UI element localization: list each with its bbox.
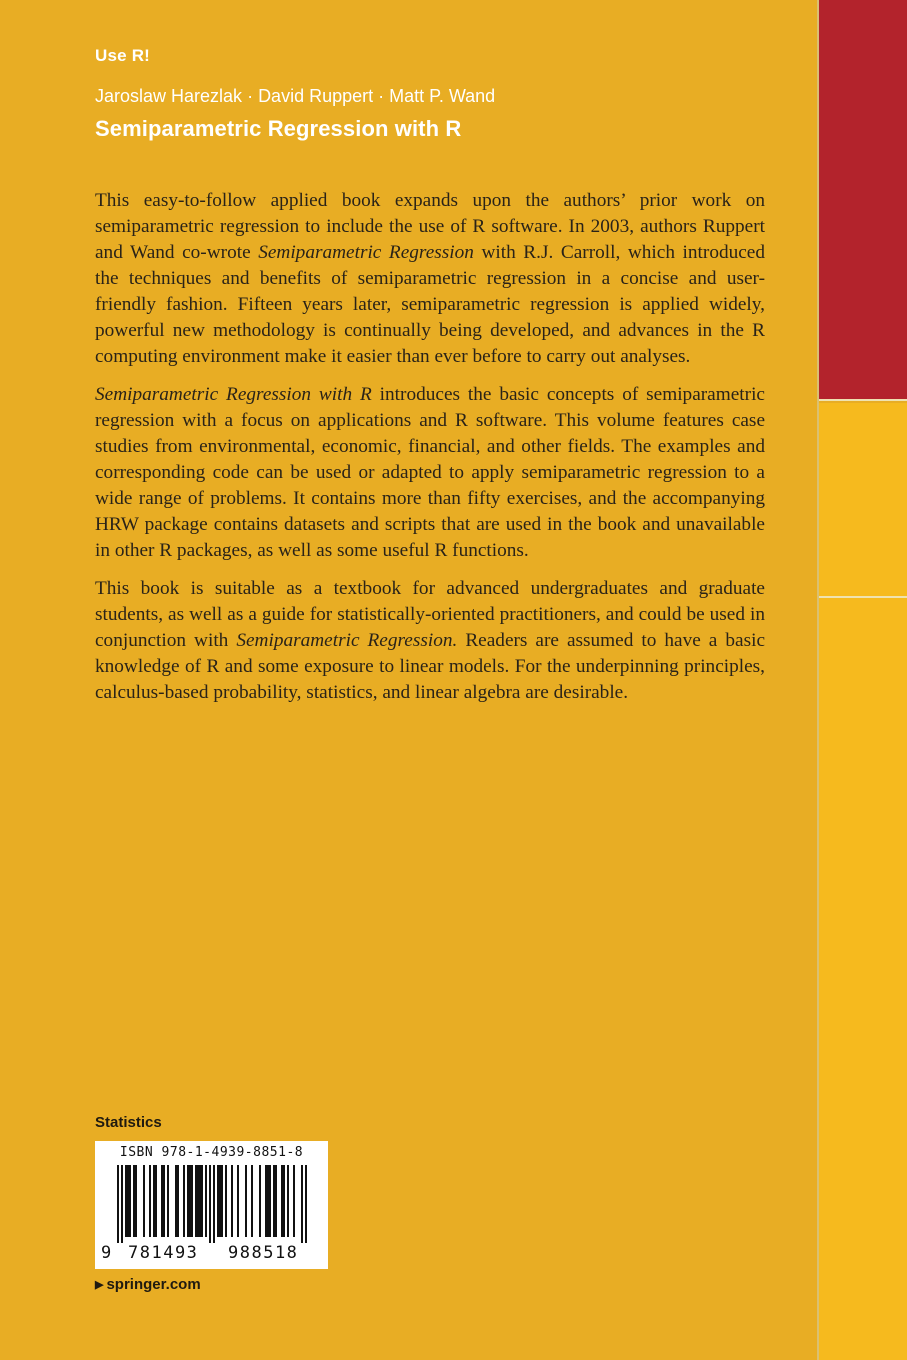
blurb-text: with R.J. Carroll, which introduced the techniques and benefits of semiparametric regression in a concise and user-friendly fashion. Fifteen years later, semiparametric regression is applied widely, powerful new methodology is continually being developed, and advances in the R computing environment make it easier than ever before to carry out analyses. xyxy=(95,242,766,367)
author-name: Matt P. Wand xyxy=(389,86,496,106)
author-list xyxy=(95,86,495,107)
book-title: Semiparametric Regression with R xyxy=(95,116,462,141)
barcode-bar xyxy=(293,1165,295,1237)
barcode-bar xyxy=(275,1165,277,1237)
cover-strip-divider xyxy=(819,399,907,401)
publisher-url: springer.com xyxy=(106,1276,201,1293)
barcode-bar xyxy=(265,1165,267,1237)
barcode-bar xyxy=(213,1165,215,1243)
barcode-digit-first: 9 xyxy=(101,1243,112,1263)
barcode-bar xyxy=(117,1165,119,1243)
barcode-bar xyxy=(219,1165,221,1237)
cover-strip-red xyxy=(819,0,907,399)
blurb xyxy=(95,188,765,718)
cover-strip-divider xyxy=(819,596,907,598)
barcode-bar xyxy=(283,1165,285,1237)
barcode-bar xyxy=(191,1165,193,1237)
barcode-bar xyxy=(287,1165,289,1237)
barcode-bar xyxy=(267,1165,269,1237)
barcode-bar xyxy=(225,1165,227,1237)
triangle-arrow-icon: ▶ xyxy=(95,1279,104,1291)
barcode-bar xyxy=(175,1165,177,1237)
barcode-bar xyxy=(189,1165,191,1237)
barcode-bar xyxy=(231,1165,233,1237)
barcode-bar xyxy=(281,1165,283,1237)
isbn-barcode xyxy=(95,1141,328,1269)
publisher-link[interactable] xyxy=(95,1276,201,1293)
barcode-icon xyxy=(95,1165,328,1243)
cover-strip-border xyxy=(817,0,819,1360)
blurb-paragraph xyxy=(95,188,765,370)
barcode-bar xyxy=(199,1165,201,1237)
barcode-bar xyxy=(301,1165,303,1243)
cover-strip-yellow xyxy=(819,403,907,1360)
author-separator: · xyxy=(378,86,385,106)
barcode-bar xyxy=(305,1165,307,1243)
subject-category: Statistics xyxy=(95,1114,162,1131)
blurb-italic-title: Semiparametric Regression. xyxy=(236,630,458,651)
barcode-bar xyxy=(245,1165,247,1237)
barcode-bar xyxy=(125,1165,127,1237)
barcode-bar xyxy=(183,1165,185,1237)
barcode-bar xyxy=(135,1165,137,1237)
barcode-bar xyxy=(149,1165,151,1237)
barcode-bar xyxy=(177,1165,179,1237)
blurb-text: Readers are assumed to have a basic knowledge of R and some exposure to linear models. For the underpinning principles, calculus-based probability, statistics, and linear algebra are desirable. xyxy=(95,630,765,703)
barcode-bar xyxy=(251,1165,253,1237)
barcode-bar xyxy=(167,1165,169,1237)
author-name: Jaroslaw Harezlak xyxy=(95,86,243,106)
author-name: David Ruppert xyxy=(258,86,374,106)
barcode-bar xyxy=(121,1165,123,1243)
barcode-digit-group: 781493 xyxy=(128,1243,199,1263)
blurb-paragraph xyxy=(95,576,765,706)
barcode-bar xyxy=(153,1165,155,1237)
barcode-bar xyxy=(209,1165,211,1243)
barcode-bar xyxy=(127,1165,129,1237)
blurb-italic-title: Semiparametric Regression xyxy=(258,242,474,263)
barcode-bar xyxy=(155,1165,157,1237)
barcode-bar xyxy=(197,1165,199,1237)
barcode-digit-group: 988518 xyxy=(228,1243,299,1263)
barcode-bar xyxy=(237,1165,239,1237)
barcode-bar xyxy=(187,1165,189,1237)
barcode-bar xyxy=(201,1165,203,1237)
blurb-text: This book is suitable as a textbook for advanced undergraduates and graduate students, as well as a guide for statistically-oriented practitioners, and could be used in conjunction with xyxy=(95,578,765,651)
blurb-text: introduces the basic concepts of semiparametric regression with a focus on applications and R software. This volume features case studies from environmental, economic, financial, and other fields. The examples and corresponding code can be used or adapted to apply semiparametric regression to a wide range of problems. It contains more than fifty exercises, and the accompanying HRW package contains datasets and scripts that are used in the book and unavailable in other R packages, as well as some useful R functions. xyxy=(95,384,765,561)
barcode-bar xyxy=(269,1165,271,1237)
barcode-bar xyxy=(217,1165,219,1237)
barcode-bar xyxy=(221,1165,223,1237)
barcode-bar xyxy=(143,1165,145,1237)
barcode-bar xyxy=(129,1165,131,1237)
author-separator: · xyxy=(247,86,254,106)
blurb-italic-title: Semiparametric Regression with R xyxy=(95,384,372,405)
barcode-bar xyxy=(205,1165,207,1237)
blurb-paragraph xyxy=(95,382,765,564)
series-name: Use R! xyxy=(95,46,151,65)
isbn-label: ISBN 978-1-4939-8851-8 xyxy=(119,1145,304,1160)
barcode-bar xyxy=(163,1165,165,1237)
barcode-bar xyxy=(259,1165,261,1237)
blurb-text: This easy-to-follow applied book expands upon the authors’ prior work on semiparametric regression to include the use of R software. In 2003, authors Ruppert and Wand co-wrote xyxy=(95,190,765,263)
barcode-bar xyxy=(133,1165,135,1237)
barcode-bar xyxy=(195,1165,197,1237)
barcode-bar xyxy=(273,1165,275,1237)
barcode-bar xyxy=(161,1165,163,1237)
